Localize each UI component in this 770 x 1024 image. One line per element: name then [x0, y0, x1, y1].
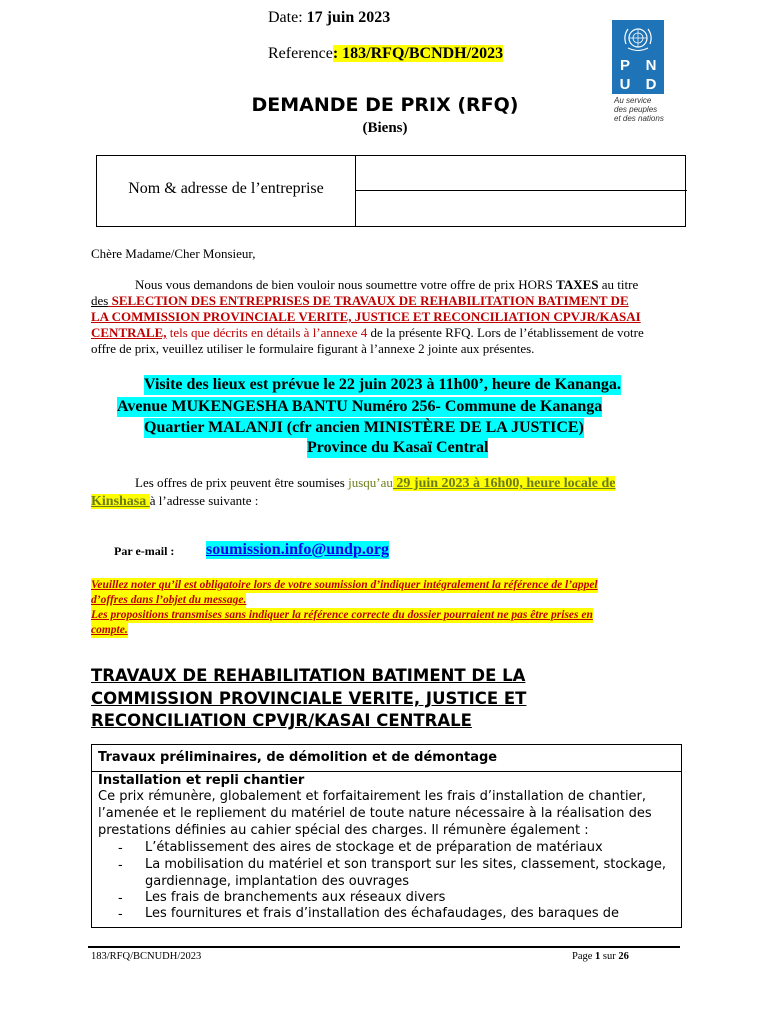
- salutation: Chère Madame/Cher Monsieur,: [91, 246, 256, 261]
- logo-tagline: [614, 96, 684, 123]
- header-table: [96, 155, 686, 227]
- text: Les offres de prix peuvent être soumises: [135, 475, 349, 490]
- logo-letter: D: [645, 76, 657, 93]
- email-label: Par e-mail :: [114, 544, 175, 558]
- notice-line: Veuillez noter qu’il est obligatoire lors de votre soumission d’indiquer intégralement la référence de l’appel: [91, 579, 598, 591]
- reference-value: : 183/RFQ/BCNDH/2023: [332, 45, 504, 62]
- text: Nous vous demandons de bien vouloir nous soumettre votre offre de prix HORS: [135, 277, 557, 292]
- un-emblem-icon: [620, 24, 656, 54]
- email-link[interactable]: soumission.info@undp.org: [206, 541, 389, 558]
- text: de la présente RFQ. Lors de l’établissement de votre: [367, 325, 644, 340]
- project-name: LA COMMISSION PROVINCIALE VERITE, JUSTICE ET RECONCILIATION CPVJR/KASAI: [91, 309, 641, 324]
- works-table: [91, 744, 682, 928]
- bullet-dash: -: [118, 841, 123, 856]
- works-title-line: COMMISSION PROVINCIALE VERITE, JUSTICE ET: [91, 689, 527, 708]
- tagline-line: des peuples: [614, 105, 658, 114]
- bullet-dash: -: [118, 891, 123, 906]
- bullet-item: La mobilisation du matériel et son transport sur les sites, classement, stockage,: [145, 857, 667, 872]
- company-label: Nom & adresse de l’entreprise: [128, 180, 324, 197]
- text-bold: TAXES: [556, 277, 599, 292]
- submission-line: [135, 475, 615, 492]
- company-cell: [97, 156, 356, 226]
- total-pages: 26: [618, 951, 629, 962]
- logo-letter: N: [645, 57, 657, 74]
- visit-line: Quartier MALANJI (cfr ancien MINISTÈRE DE LA JUSTICE): [144, 419, 584, 436]
- bullet-item: L’établissement des aires de stockage et de préparation de matériaux: [145, 840, 603, 855]
- logo-letter: P: [619, 57, 630, 74]
- undp-logo: [612, 20, 664, 94]
- deadline: 29 juin 2023 à 16h00, heure locale de: [392, 476, 616, 491]
- text: des: [91, 293, 109, 308]
- footer-reference: 183/RFQ/BCNUDH/2023: [91, 951, 202, 962]
- date-value: 17 juin 2023: [306, 9, 391, 26]
- annex-ref: tels que décrits en détails à l’annexe 4: [166, 325, 368, 340]
- notice-line: d’offres dans l’objet du message.: [91, 594, 247, 606]
- footer-rule: [88, 946, 680, 948]
- visit-line: Province du Kasaï Central: [307, 439, 489, 456]
- document-title: DEMANDE DE PRIX (RFQ): [251, 94, 519, 116]
- works-title-line: TRAVAUX DE REHABILITATION BATIMENT DE LA: [91, 666, 526, 685]
- bullet-item: Les fournitures et frais d’installation des échafaudages, des baraques de: [145, 906, 620, 921]
- document-subtitle: (Biens): [362, 120, 408, 136]
- text: Page: [572, 951, 596, 962]
- reference-label: Reference: [268, 45, 333, 62]
- tagline-line: et des nations: [614, 114, 664, 123]
- bullet-dash: -: [118, 907, 123, 922]
- text: jusqu’au: [348, 475, 393, 490]
- page-number: [572, 951, 629, 962]
- section-header-label: Travaux préliminaires, de démolition et de démontage: [98, 750, 498, 765]
- paragraph-line: [91, 293, 629, 309]
- visit-line: Visite des lieux est prévue le 22 juin 2023 à 11h00’, heure de Kananga.: [144, 376, 621, 393]
- item-title: Installation et repli chantier: [98, 773, 305, 788]
- date-field: [268, 9, 390, 27]
- item-description: prestations définies au cahier spécial des charges. Il rémunère également :: [98, 823, 589, 838]
- section-header: [92, 745, 681, 772]
- item-description: l’amenée et le repliement du matériel de toute nature nécessaire à la réalisation des: [98, 806, 652, 821]
- text: au titre: [598, 277, 639, 292]
- bullet-item-continued: gardiennage, implantation des ouvrages: [145, 874, 409, 889]
- bullet-item: Les frais de branchements aux réseaux divers: [145, 890, 446, 905]
- visit-line: Avenue MUKENGESHA BANTU Numéro 256- Commune de Kananga: [117, 398, 603, 415]
- notice-line: compte.: [91, 624, 128, 636]
- item-description: Ce prix rémunère, globalement et forfaitairement les frais d’installation de chantier,: [98, 789, 647, 804]
- reference-field: [268, 45, 503, 63]
- paragraph-line: [135, 277, 638, 293]
- notice-line: Les propositions transmises sans indiquer la référence correcte du dossier pourraient ne pas être prises en: [91, 609, 593, 621]
- text: à l’adresse suivante :: [149, 493, 259, 508]
- submission-line: [91, 493, 258, 510]
- text: sur: [600, 951, 619, 962]
- current-page: 1: [595, 951, 601, 962]
- bullet-dash: -: [118, 858, 123, 873]
- table-divider: [355, 190, 687, 191]
- paragraph-line: [91, 325, 644, 341]
- project-name: CENTRALE,: [91, 325, 167, 340]
- date-label: Date:: [268, 9, 307, 26]
- paragraph-line: [91, 309, 641, 325]
- tagline-line: Au service: [614, 96, 652, 105]
- logo-letter: U: [619, 76, 631, 93]
- undp-letters: [612, 56, 664, 94]
- deadline: Kinshasa: [91, 494, 150, 509]
- paragraph-line: offre de prix, veuillez utiliser le formulaire figurant à l’annexe 2 jointe aux présentes.: [91, 341, 535, 356]
- works-title-line: RECONCILIATION CPVJR/KASAI CENTRALE: [91, 711, 472, 730]
- project-name: SELECTION DES ENTREPRISES DE TRAVAUX DE REHABILITATION BATIMENT DE: [108, 293, 629, 308]
